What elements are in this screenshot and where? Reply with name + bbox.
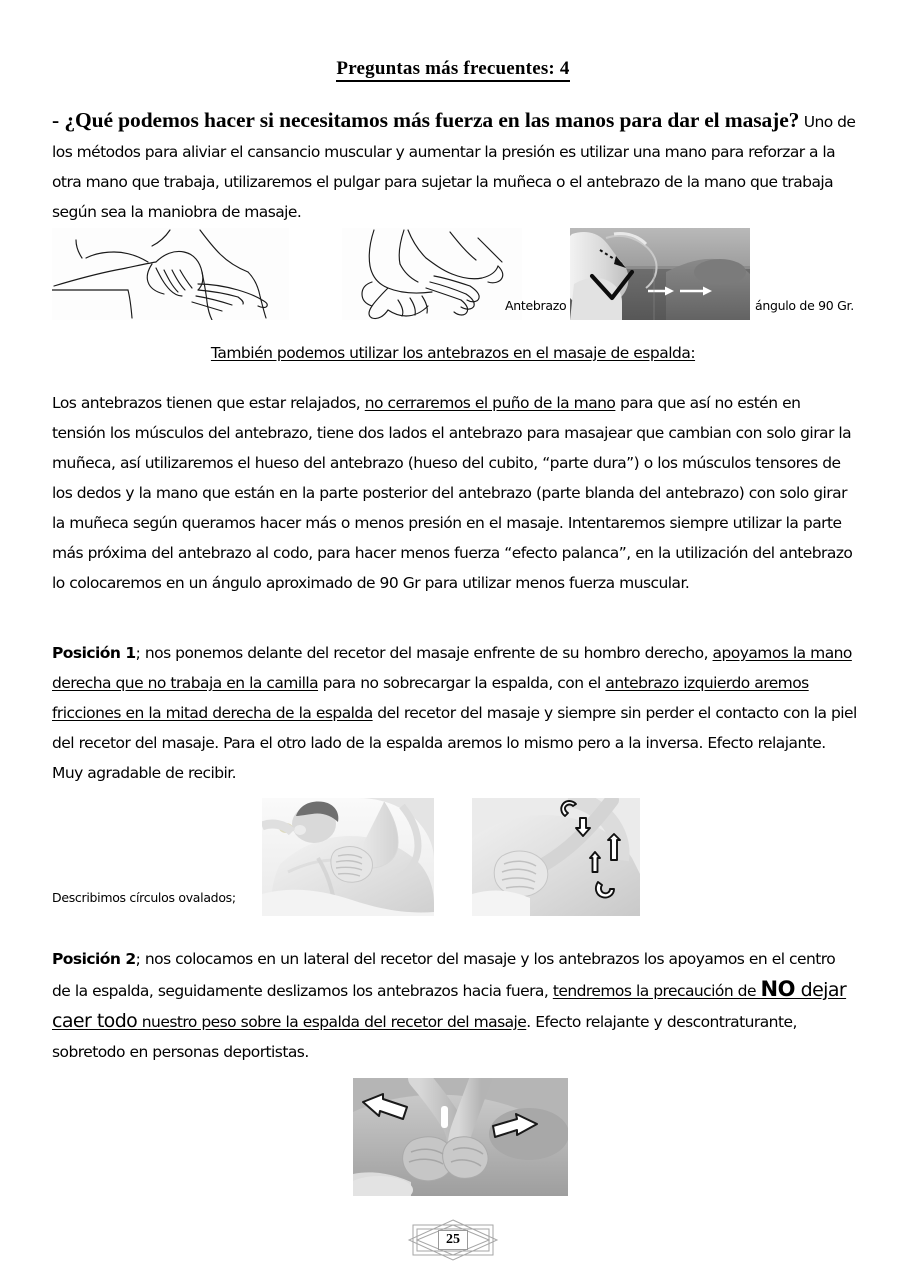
posicion-1-part2: para no sobrecargar la espalda, con el: [318, 674, 606, 692]
posicion-1-part1: ; nos ponemos delante del recetor del masaje enfrente de su hombro derecho,: [135, 644, 713, 662]
paragraph-forearms-part2: para que así no estén en tensión los músculos del antebrazo, tiene dos lados el antebrazo para masajear que cambian con solo girar la muñeca, así utilizaremos el hueso del antebrazo (hueso del cubito, “parte dura”) o los músculos tensores de los dedos y la mano que están en la parte posterior del antebrazo (parte blanda del antebrazo) con solo girar la muñeca según queramos hacer más o menos presión en el masaje. Intentaremos siempre utilizar la parte más próxima del antebrazo al codo, para hacer menos fuerza “efecto palanca”, en la utilización del antebrazo lo colocaremos en un ángulo aproximado de 90 Gr para utilizar menos fuerza muscular.: [52, 394, 853, 592]
posicion-1-part3: del recetor del masaje y siempre sin perder el contacto con la piel del recetor del masaje. Para el otro lado de la espalda aremos lo mismo pero a la inversa. Efecto relajante. Muy agradable de recibir.: [52, 704, 857, 782]
figure-row-two: [52, 798, 857, 918]
back-massage-forearm-photo: [262, 798, 434, 916]
posicion-1-underlined-2: antebrazo izquierdo aremos fricciones en la mitad derecha de la espalda: [52, 674, 809, 722]
posicion-1-underlined-1: apoyamos la mano derecha que no trabaja en la camilla: [52, 644, 852, 692]
page-number-frame: [405, 1218, 501, 1262]
hand-reinforcing-hand-line-drawing: [52, 228, 289, 320]
hands-stacked-line-drawing: [342, 228, 522, 320]
question-block: [52, 104, 857, 227]
forearms-spreading-outward-photo: [353, 1078, 568, 1196]
page-title: [0, 58, 906, 80]
question-answer: Uno de los métodos para aliviar el cansancio muscular y aumentar la presión es utilizar una mano para reforzar a la otra mano que trabaja, utilizaremos el pulgar para sujetar la muñeca o el antebrazo de la mano que trabaja según sea la maniobra de masaje.: [52, 113, 856, 221]
figure-row-one: [52, 228, 857, 324]
posicion-2-label: Posición 2: [52, 950, 136, 968]
figure-caption-angulo: ángulo de 90 Gr.: [755, 298, 854, 313]
posicion-2-part1: ; nos colocamos en un lateral del recetor del masaje y los antebrazos los apoyamos en el centro de la espalda, seguidamente deslizamos los antebrazos hacia fuera,: [52, 950, 836, 1000]
paragraph-forearms-underlined: no cerraremos el puño de la mano: [364, 394, 616, 412]
forearm-angle-photo: [570, 228, 750, 320]
posicion-2-underlined-end: nuestro peso sobre la espalda del recetor del masaje: [137, 1013, 527, 1031]
paragraph-forearms: [52, 388, 858, 598]
page-number-footer: [0, 1218, 906, 1262]
posicion-2-underlined-start: tendremos la precaución de: [552, 982, 761, 1000]
page-number-value: 25: [438, 1230, 468, 1250]
question-heading: - ¿Qué podemos hacer si necesitamos más fuerza en las manos para dar el masaje?: [52, 108, 800, 132]
posicion-2-emphasis-rest: dejar caer todo: [52, 979, 847, 1032]
posicion-1-label: Posición 1: [52, 644, 136, 662]
figure-caption-antebrazo: Antebrazo: [505, 298, 567, 313]
posicion-2-part-final: . Efecto relajante y descontraturante, sobretodo en personas deportistas.: [52, 1013, 797, 1061]
page-title-text: Preguntas más frecuentes: 4: [336, 58, 569, 82]
posicion-2-emphasis-no: NO: [760, 977, 795, 1001]
paragraph-forearms-part1: Los antebrazos tienen que estar relajados,: [52, 394, 365, 412]
section-subheading: [0, 344, 906, 362]
paragraph-posicion-2: [52, 944, 858, 1067]
figure-caption-circulos: Describimos círculos ovalados;: [52, 890, 236, 905]
section-subheading-text: También podemos utilizar los antebrazos en el masaje de espalda:: [210, 344, 696, 362]
paragraph-posicion-1: [52, 638, 858, 788]
forearm-circles-arrows-photo: [472, 798, 640, 916]
figure-row-three: [353, 1078, 568, 1196]
